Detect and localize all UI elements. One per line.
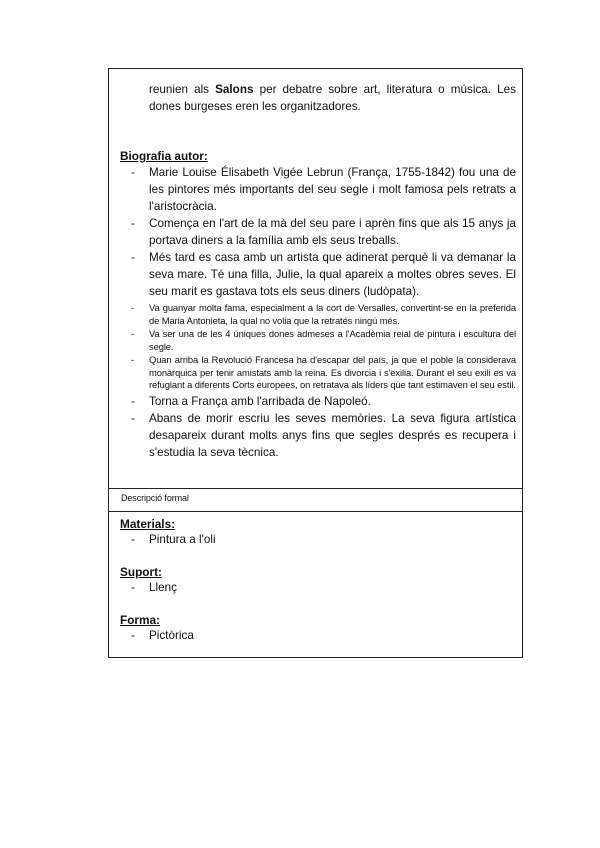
support-list <box>120 580 516 596</box>
support-heading: Suport: <box>120 565 162 579</box>
list-item-text: Marie Louise Élisabeth Vigée Lebrun (França, 1755-1842) fou una de les pintores més importants del seu segle i molt famosa pels retrats a l'aristocràcia. <box>149 166 516 213</box>
list-item <box>120 164 516 215</box>
list-item <box>120 328 516 353</box>
dash-marker: - <box>131 629 135 642</box>
formal-description-cell <box>109 512 522 657</box>
dash-marker: - <box>131 166 135 179</box>
biography-cell <box>109 69 522 489</box>
list-item-text: Comença en l'art de la mà del seu pare i aprèn fins que als 15 anys ja portava diners a la família amb els seus treballs. <box>149 217 516 247</box>
dash-marker: - <box>131 581 135 594</box>
list-item-text: Va ser una de les 4 úniques dones admeses a l'Acadèmia reial de pintura i escultura del segle. <box>149 328 516 352</box>
formal-description-label: Descripció formal <box>109 489 522 512</box>
list-item-text: Pintura a l'oli <box>149 533 216 546</box>
list-item-text: Llenç <box>149 581 177 594</box>
continuation-text: reunien als <box>149 83 216 96</box>
dash-marker: - <box>131 354 135 365</box>
list-item-text: Quan arriba la Revolució Francesa ha d'escapar del país, ja que el poble la considerava monàrquica per tenir amistats amb la reina. Es divorcia i s'exilia. Durant el seu exili es va refugiant a diferents Corts europees, on retratava als líders que tant estimaven el seu estil. <box>149 354 516 390</box>
dash-marker: - <box>131 302 135 313</box>
dash-marker: - <box>131 328 135 339</box>
list-item-text: Va guanyar molta fama, especialment a la cort de Versalles, convertint-se en la preferida de Maria Antonieta, la qual no volia que la retratés ningú més. <box>149 302 516 326</box>
dash-marker: - <box>131 411 135 425</box>
materials-heading: Materials: <box>120 517 176 531</box>
continuation-text-end: per debatre sobre art, literatura o música. Les dones burgeses eren les organitzadores. <box>149 83 516 113</box>
biography-list-1 <box>120 164 516 300</box>
content-table <box>108 68 523 658</box>
biography-list-small <box>120 302 516 392</box>
materials-list <box>120 532 516 548</box>
list-item <box>120 302 516 327</box>
list-item-text: Més tard es casa amb un artista que adinerat perquè li va demanar la seva mare. Té una filla, Julie, la qual apareix a moltes obres seves. El seu marit es gastava tots els seus diners (ludòpata). <box>149 251 516 298</box>
section-materials <box>120 516 516 548</box>
biography-list-2 <box>120 393 516 461</box>
dash-marker: - <box>131 394 135 408</box>
list-item <box>120 249 516 300</box>
dash-marker: - <box>131 217 135 230</box>
list-item <box>120 628 516 644</box>
form-list <box>120 628 516 644</box>
section-form <box>120 612 516 644</box>
list-item-text: Pictòrica <box>149 629 194 642</box>
list-item-text: Torna a França amb l'arribada de Napoleó. <box>149 394 371 408</box>
list-item <box>120 393 516 410</box>
dash-marker: - <box>131 251 135 264</box>
list-item <box>120 354 516 392</box>
list-item <box>120 215 516 249</box>
form-heading: Forma: <box>120 613 160 627</box>
list-item <box>120 580 516 596</box>
list-item <box>120 532 516 548</box>
biography-heading: Biografia autor: <box>120 149 208 163</box>
list-item-text: Abans de morir escriu les seves memòries. La seva figura artística desapareix durant molts anys fins que segles després es recupera i s'estudia la seva tècnica. <box>149 411 516 459</box>
dash-marker: - <box>131 533 135 546</box>
list-item <box>120 410 516 461</box>
salons-bold: Salons <box>215 83 254 96</box>
section-support <box>120 564 516 596</box>
continuation-paragraph <box>149 81 516 115</box>
